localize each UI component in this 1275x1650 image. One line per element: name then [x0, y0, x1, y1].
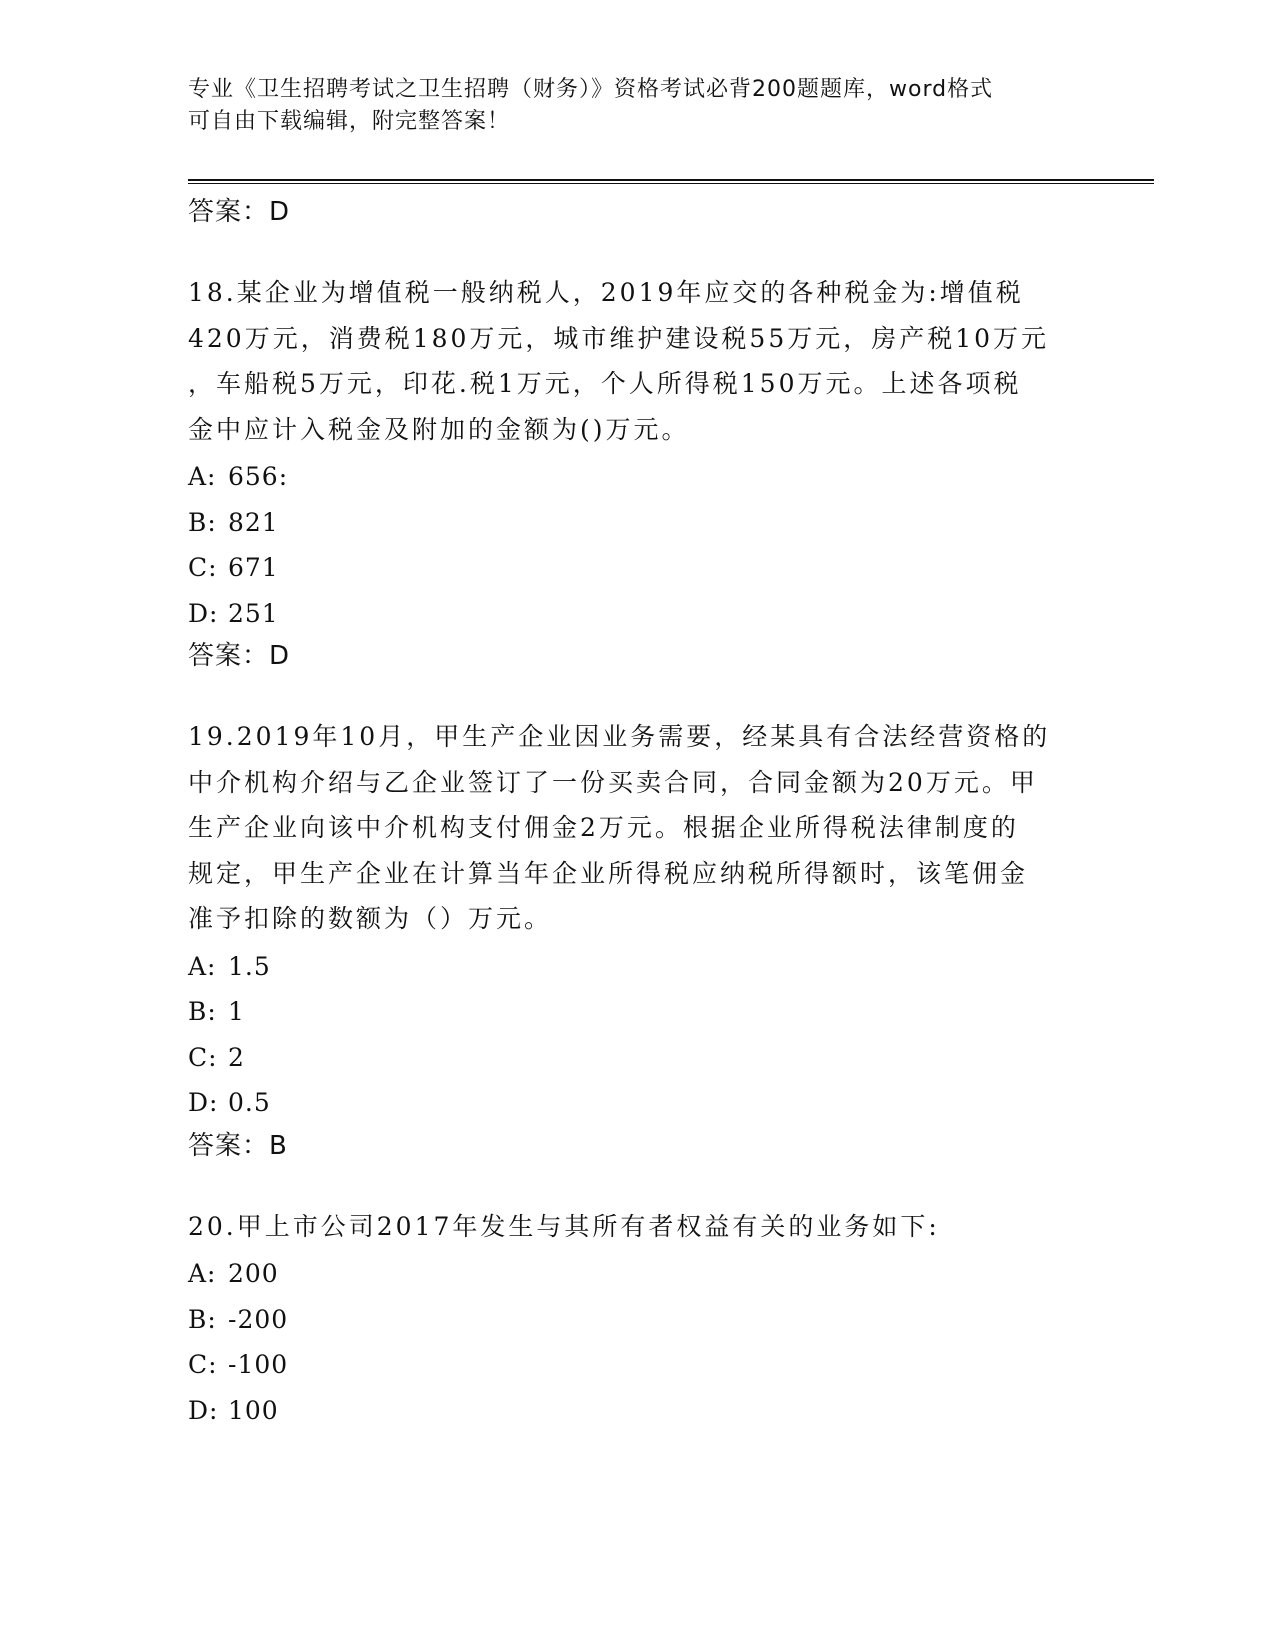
option-key: D:: [188, 1395, 219, 1425]
option-text: 0.5: [228, 1088, 271, 1117]
answer-value: B: [269, 1130, 288, 1161]
question-20: [188, 1204, 1088, 1434]
header-divider-thick: [188, 179, 1154, 181]
answer-value: D: [269, 641, 291, 671]
option-a: [188, 454, 1088, 500]
option-text: 1: [228, 997, 245, 1026]
option-text: -100: [228, 1350, 289, 1379]
option-key: C:: [188, 1042, 218, 1072]
option-text: 200: [228, 1259, 279, 1288]
question-18: [188, 270, 1088, 676]
question-stem: [188, 270, 1088, 452]
stem-line: 金中应计入税金及附加的金额为()万元。: [188, 414, 690, 444]
option-text: 671: [228, 553, 279, 582]
question-stem: [188, 1204, 1088, 1250]
option-text: -200: [228, 1304, 289, 1334]
option-key: D:: [188, 598, 219, 628]
option-key: C:: [188, 553, 218, 582]
option-key: D:: [188, 1088, 219, 1117]
option-text: 821: [228, 507, 279, 537]
option-text: 2: [228, 1042, 245, 1072]
question-answer: [188, 636, 1088, 676]
option-text: 251: [228, 598, 279, 628]
option-key: A:: [188, 462, 217, 491]
option-b: [188, 500, 1088, 546]
stem-line: 420万元，消费税180万元，城市维护建设税55万元，房产税10万元: [188, 323, 1050, 353]
option-d: [188, 591, 1088, 637]
header-line-1: 专业《卫生招聘考试之卫生招聘（财务）》资格考试必背200题题库，word格式: [188, 77, 994, 102]
option-key: C:: [188, 1350, 218, 1379]
header-line-2: 可自由下载编辑，附完整答案！: [188, 109, 511, 134]
stem-line: 准予扣除的数额为（）万元。: [188, 904, 553, 933]
question-answer: [188, 1126, 1088, 1166]
question-19: [188, 714, 1088, 1166]
option-key: B:: [188, 507, 217, 537]
option-key: B:: [188, 997, 217, 1026]
stem-line: 18.某企业为增值税一般纳税人，2019年应交的各种税金为:增值税: [188, 278, 1024, 307]
question-list: [188, 192, 1088, 1433]
header-divider-thin: [188, 183, 1154, 184]
answer-value: D: [269, 197, 291, 227]
option-text: 1.5: [228, 951, 271, 981]
stem-line: 规定，甲生产企业在计算当年企业所得税应纳税所得额时，该笔佣金: [188, 858, 1029, 888]
option-key: A:: [188, 951, 217, 981]
stem-line: 20.甲上市公司2017年发生与其所有者权益有关的业务如下:: [188, 1211, 940, 1241]
option-c: [188, 1342, 1088, 1388]
option-c: [188, 1035, 1088, 1081]
previous-answer: [188, 192, 1088, 232]
option-key: A:: [188, 1259, 217, 1288]
stem-line: ，车船税5万元，印花.税1万元，个人所得税150万元。上述各项税: [188, 369, 1022, 398]
option-text: 656:: [228, 462, 289, 491]
question-stem: [188, 714, 1088, 942]
option-b: [188, 1297, 1088, 1343]
stem-line: 生产企业向该中介机构支付佣金2万元。根据企业所得税法律制度的: [188, 813, 1019, 842]
stem-line: 中介机构介绍与乙企业签订了一份买卖合同，合同金额为20万元。甲: [188, 767, 1038, 797]
option-d: [188, 1080, 1088, 1126]
option-a: [188, 1251, 1088, 1297]
option-text: 100: [228, 1395, 279, 1425]
option-c: [188, 545, 1088, 591]
answer-label: 答案：: [188, 641, 270, 671]
option-key: B:: [188, 1304, 217, 1334]
option-d: [188, 1388, 1088, 1434]
answer-label: 答案：: [188, 1130, 270, 1161]
answer-label: 答案：: [188, 197, 270, 227]
document-header: [188, 74, 1088, 138]
option-b: [188, 989, 1088, 1035]
stem-line: 19.2019年10月，甲生产企业因业务需要，经某具有合法经营资格的: [188, 722, 1051, 751]
option-a: [188, 944, 1088, 990]
